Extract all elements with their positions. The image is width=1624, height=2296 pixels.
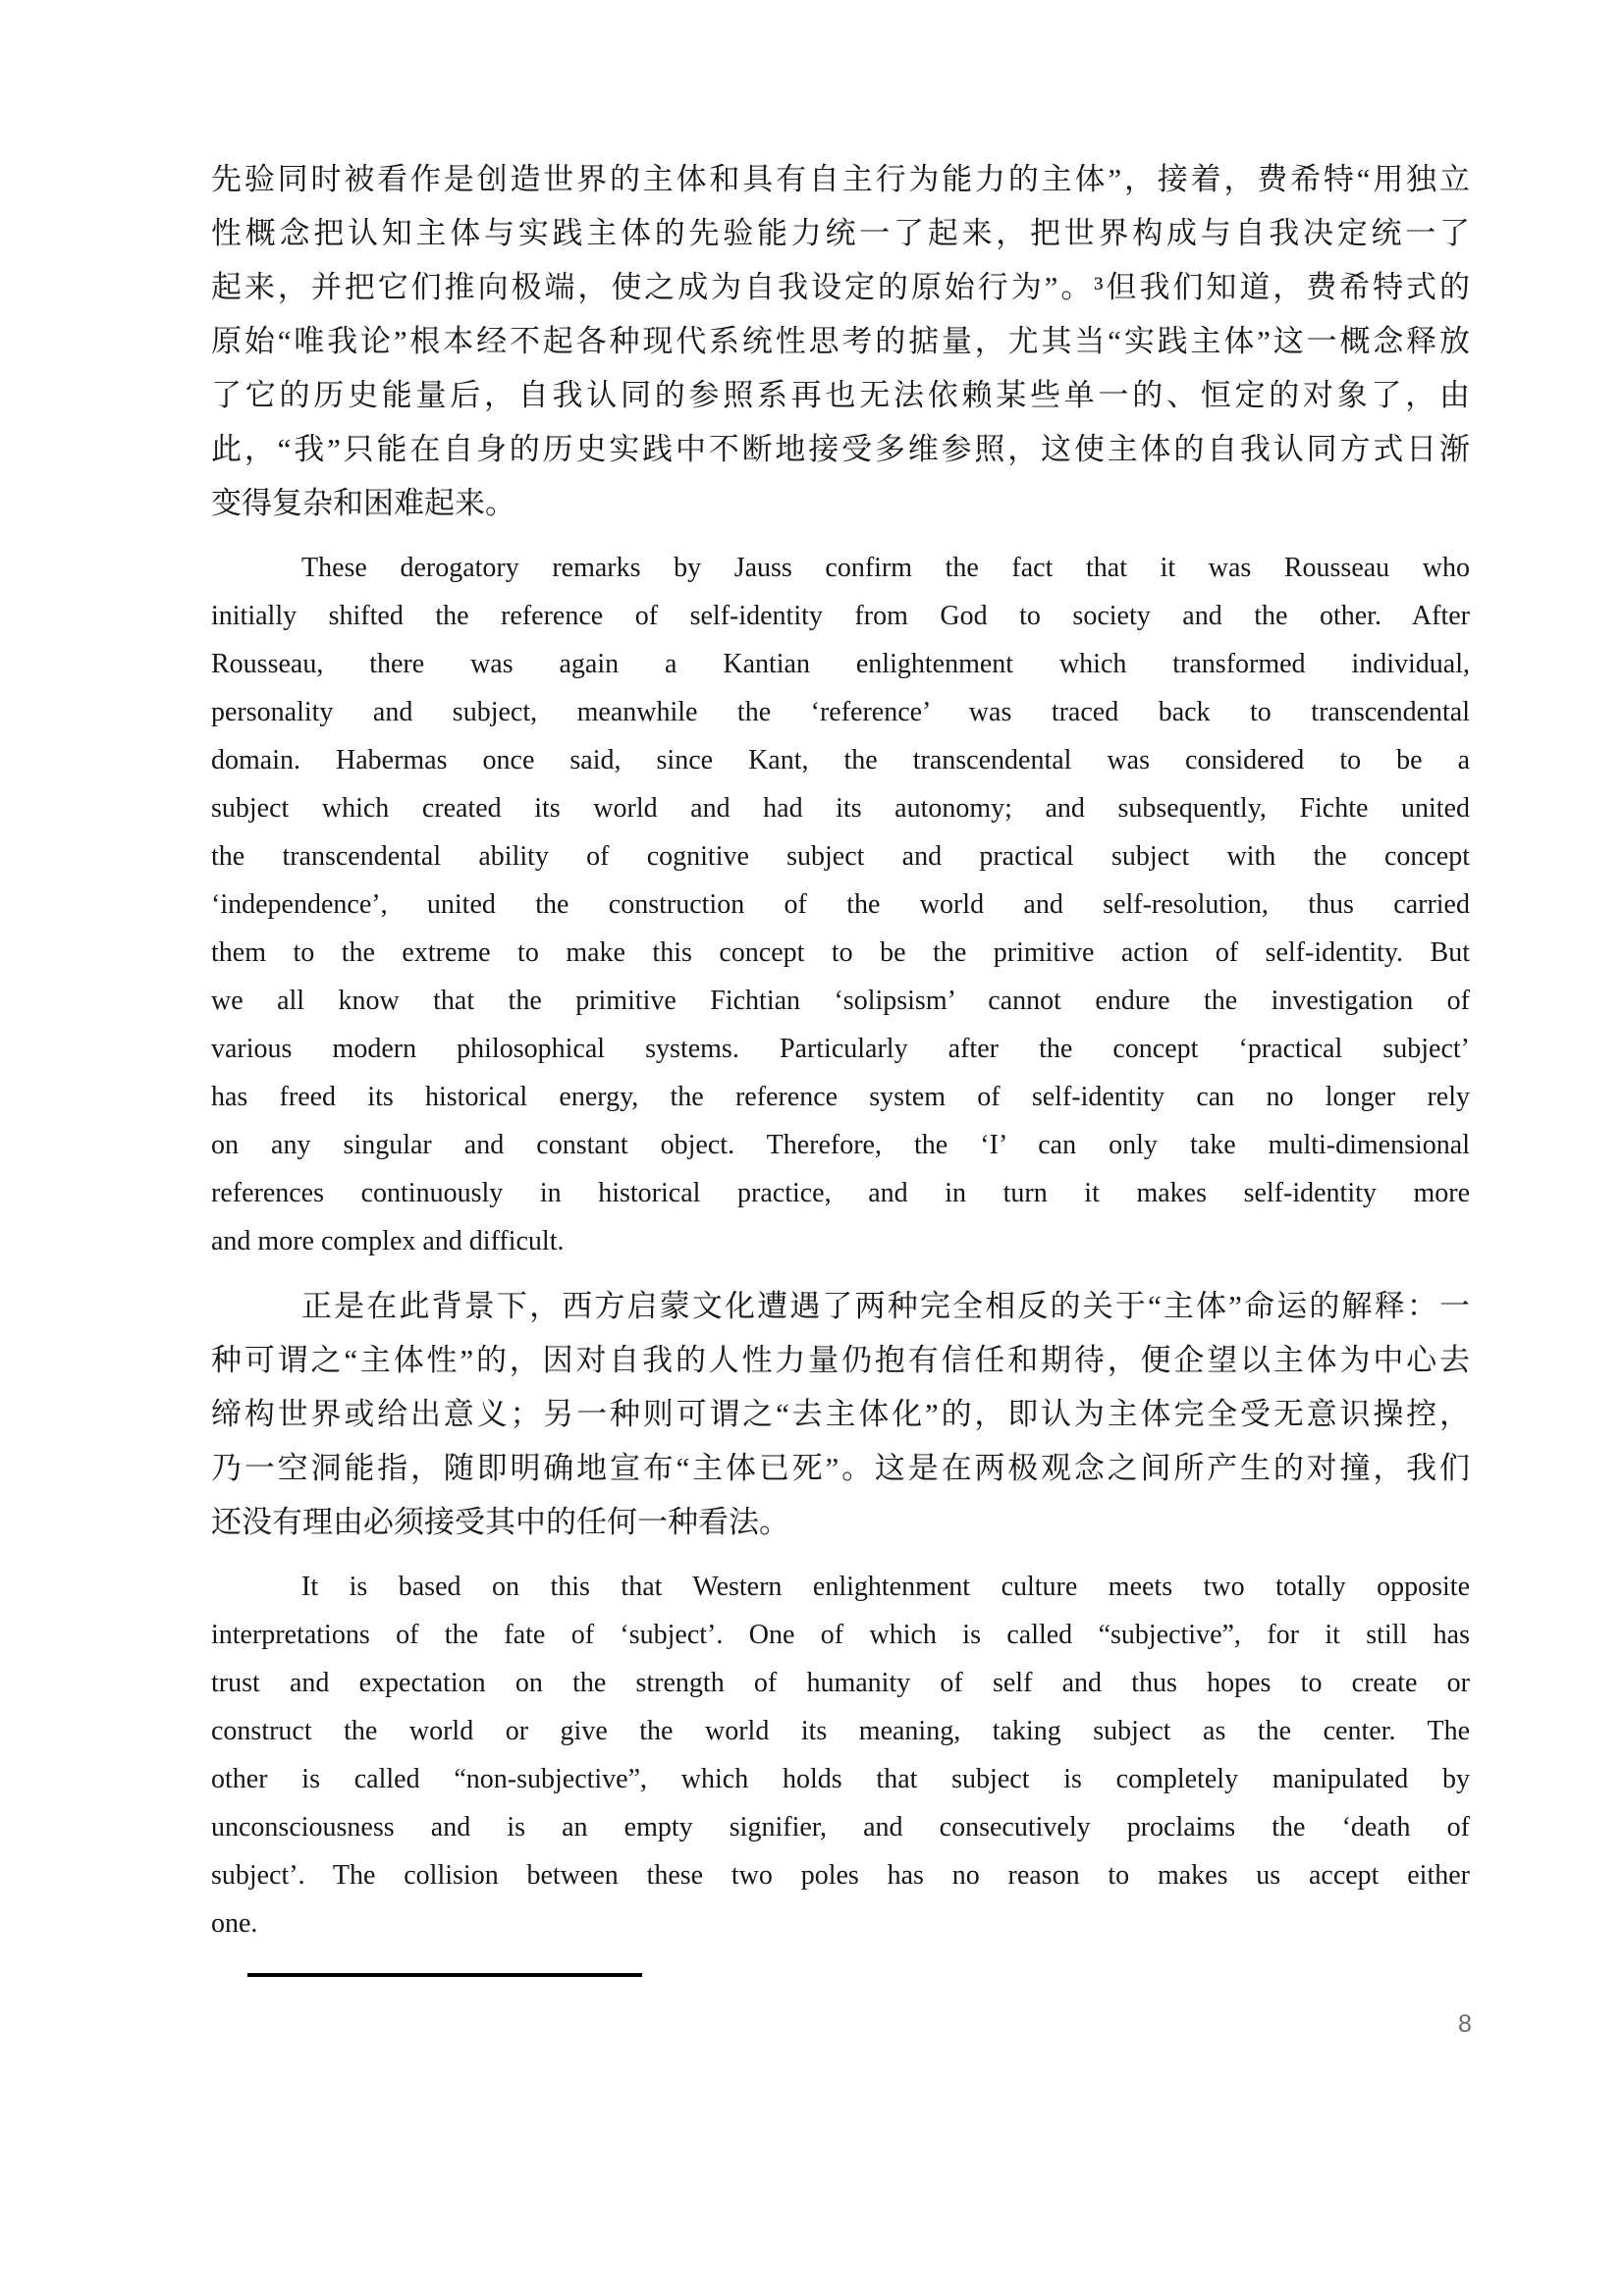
page-body-text: [211, 152, 1470, 1948]
text-line: interpretations of the fate of ‘subject’. One of which is called “subjective”, for it still has: [211, 1620, 1470, 1650]
text-line: other is called “non-subjective”, which holds that subject is completely manipulated by: [211, 1764, 1470, 1794]
text-line: on any singular and constant object. Therefore, the ‘I’ can only take multi-dimensional: [211, 1130, 1470, 1160]
text-line: 缔构世界或给出意义；另一种则可谓之“去主体化”的，即认为主体完全受无意识操控，: [211, 1397, 1470, 1431]
text-line: These derogatory remarks by Jauss confirm the fact that it was Rousseau who: [301, 553, 1470, 583]
text-line: the transcendental ability of cognitive subject and practical subject with the concept: [211, 841, 1470, 872]
paragraph-english-1: [211, 544, 1470, 1265]
text-line: ‘independence’, united the construction of the world and self-resolution, thus carried: [211, 889, 1470, 920]
page-number: 8: [1458, 2010, 1472, 2038]
text-line: various modern philosophical systems. Particularly after the concept ‘practical subject’: [211, 1034, 1470, 1064]
text-line: personality and subject, meanwhile the ‘reference’ was traced back to transcendental: [211, 697, 1470, 727]
text-line: 还没有理由必须接受其中的任何一种看法。: [211, 1505, 789, 1539]
text-line: them to the extreme to make this concept to be the primitive action of self-identity. But: [211, 937, 1470, 968]
text-line: 性概念把认知主体与实践主体的先验能力统一了起来，把世界构成与自我决定统一了: [211, 216, 1470, 250]
text-line: 先验同时被看作是创造世界的主体和具有自主行为能力的主体”，接着，费希特“用独立: [211, 162, 1470, 196]
text-line: 乃一空洞能指，随即明确地宣布“主体已死”。这是在两极观念之间所产生的对撞，我们: [211, 1451, 1470, 1485]
text-line: domain. Habermas once said, since Kant, the transcendental was considered to be a: [211, 745, 1470, 775]
footnote-separator-rule: [247, 1973, 642, 1977]
text-line: one.: [211, 1908, 258, 1939]
text-line: 起来，并把它们推向极端，使之成为自我设定的原始行为”。³但我们知道，费希特式的: [211, 270, 1470, 304]
text-line: It is based on this that Western enlightenment culture meets two totally opposite: [301, 1572, 1470, 1602]
paragraph-english-2: [211, 1563, 1470, 1948]
text-line: unconsciousness and is an empty signifier, and consecutively proclaims the ‘death of: [211, 1812, 1470, 1842]
text-line: has freed its historical energy, the reference system of self-identity can no longer rely: [211, 1082, 1470, 1112]
text-line: trust and expectation on the strength of humanity of self and thus hopes to create or: [211, 1668, 1470, 1698]
text-line: 原始“唯我论”根本经不起各种现代系统性思考的掂量，尤其当“实践主体”这一概念释放: [211, 324, 1470, 358]
text-line: Rousseau, there was again a Kantian enlightenment which transformed individual,: [211, 649, 1470, 679]
text-line: 正是在此背景下，西方启蒙文化遭遇了两种完全相反的关于“主体”命运的解释：一: [301, 1289, 1470, 1323]
text-line: 种可谓之“主体性”的，因对自我的人性力量仍抱有信任和期待，便企望以主体为中心去: [211, 1343, 1470, 1377]
text-line: references continuously in historical practice, and in turn it makes self-identity more: [211, 1178, 1470, 1208]
text-line: and more complex and difficult.: [211, 1226, 565, 1256]
text-line: we all know that the primitive Fichtian ‘solipsism’ cannot endure the investigation of: [211, 986, 1470, 1016]
text-line: initially shifted the reference of self-identity from God to society and the other. After: [211, 601, 1470, 631]
text-line: 变得复杂和困难起来。: [211, 486, 515, 520]
paragraph-chinese-1: [211, 152, 1470, 530]
text-line: 此，“我”只能在自身的历史实践中不断地接受多维参照，这使主体的自我认同方式日渐: [211, 432, 1470, 466]
paragraph-chinese-2: [211, 1279, 1470, 1549]
text-line: subject’. The collision between these two poles has no reason to makes us accept either: [211, 1860, 1470, 1891]
text-line: subject which created its world and had its autonomy; and subsequently, Fichte united: [211, 793, 1470, 824]
text-line: 了它的历史能量后，自我认同的参照系再也无法依赖某些单一的、恒定的对象了，由: [211, 378, 1470, 412]
text-line: construct the world or give the world its meaning, taking subject as the center. The: [211, 1716, 1470, 1746]
